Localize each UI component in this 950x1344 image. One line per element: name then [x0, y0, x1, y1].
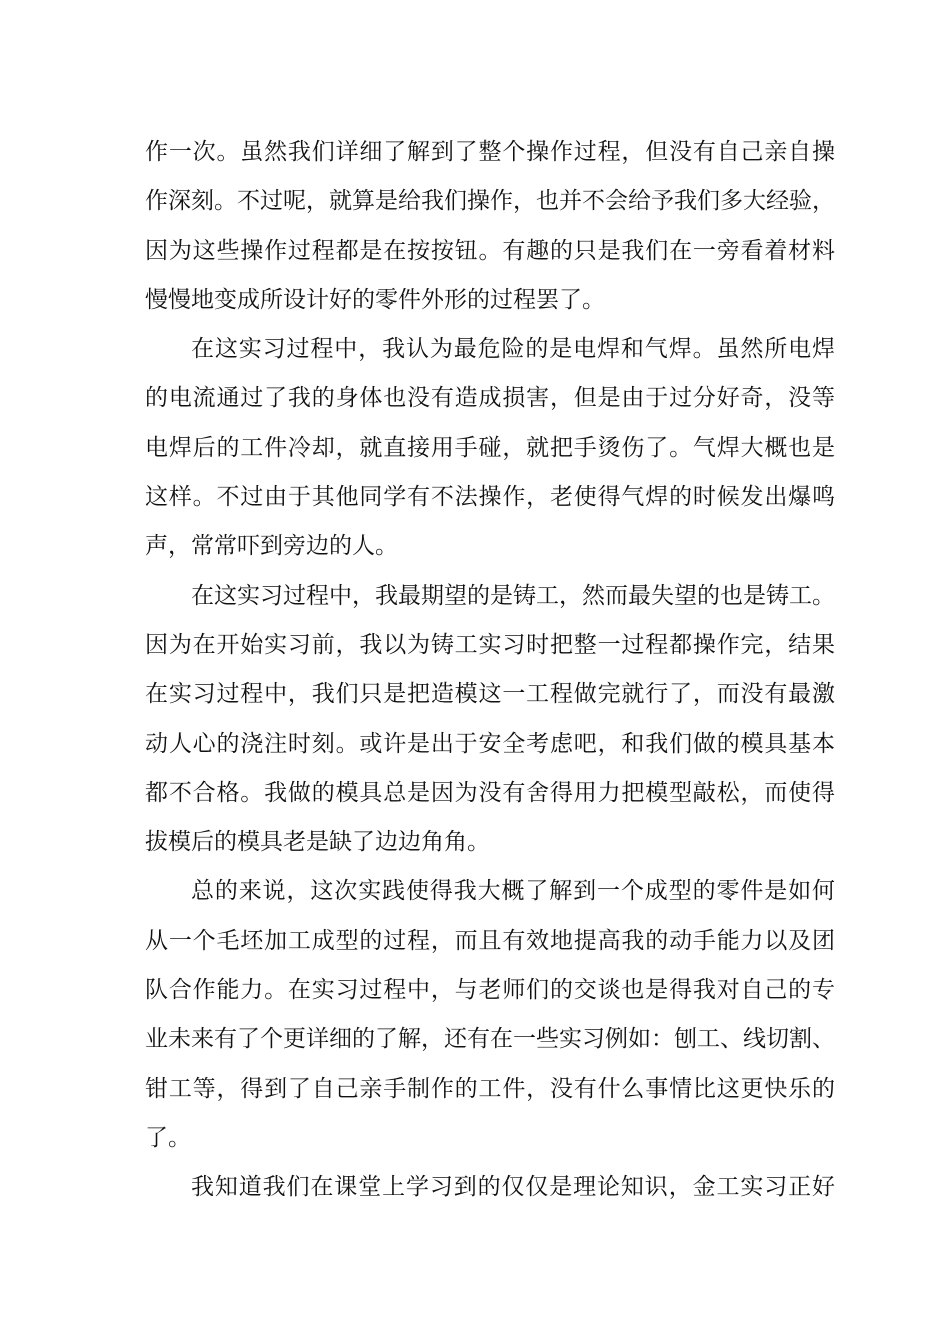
body-text: [145, 128, 835, 1213]
text-line: 这样。不过由于其他同学有不法操作，老使得气焊的时候发出爆鸣: [145, 484, 835, 511]
text-line: 因为在开始实习前，我以为铸工实习时把整一过程都操作完，结果: [145, 631, 835, 658]
text-line: 慢慢地变成所设计好的零件外形的过程罢了。: [145, 286, 605, 313]
text-line: 在这实习过程中，我最期望的是铸工，然而最失望的也是铸工。: [191, 582, 835, 609]
text-line: 作深刻。不过呢，就算是给我们操作，也并不会给予我们多大经验，: [145, 188, 835, 215]
text-line: 队合作能力。在实习过程中，与老师们的交谈也是得我对自己的专: [145, 977, 835, 1004]
text-line: 总的来说，这次实践使得我大概了解到一个成型的零件是如何: [191, 878, 835, 905]
paragraph: [145, 867, 835, 1163]
text-line: 了。: [145, 1124, 191, 1151]
text-line: 我知道我们在课堂上学习到的仅仅是理论知识，金工实习正好: [191, 1174, 835, 1201]
paragraph: [145, 128, 835, 325]
text-line: 在实习过程中，我们只是把造模这一工程做完就行了，而没有最激: [145, 681, 835, 708]
text-line: 作一次。虽然我们详细了解到了整个操作过程，但没有自己亲自操: [145, 139, 835, 165]
text-line: 因为这些操作过程都是在按按钮。有趣的只是我们在一旁看着材料: [145, 237, 835, 264]
paragraph: [145, 572, 835, 868]
text-line: 从一个毛坯加工成型的过程，而且有效地提高我的动手能力以及团: [145, 927, 835, 954]
text-line: 拔模后的模具老是缺了边边角角。: [145, 829, 490, 856]
text-line: 动人心的浇注时刻。或许是出于安全考虑吧，和我们做的模具基本: [145, 730, 835, 757]
text-line: 都不合格。我做的模具总是因为没有舍得用力把模型敲松，而使得: [145, 779, 835, 806]
text-line: 钳工等，得到了自己亲手制作的工件，没有什么事情比这更快乐的: [145, 1075, 835, 1102]
text-line: 在这实习过程中，我认为最危险的是电焊和气焊。虽然所电焊: [191, 336, 835, 363]
text-line: 电焊后的工件冷却，就直接用手碰，就把手烫伤了。气焊大概也是: [145, 434, 835, 461]
text-line: 的电流通过了我的身体也没有造成损害，但是由于过分好奇，没等: [145, 385, 835, 412]
paragraph: [145, 1163, 835, 1212]
text-line: 声，常常吓到旁边的人。: [145, 533, 398, 560]
paragraph: [145, 325, 835, 571]
text-line: 业未来有了个更详细的了解，还有在一些实习例如：刨工、线切割、: [145, 1026, 835, 1053]
